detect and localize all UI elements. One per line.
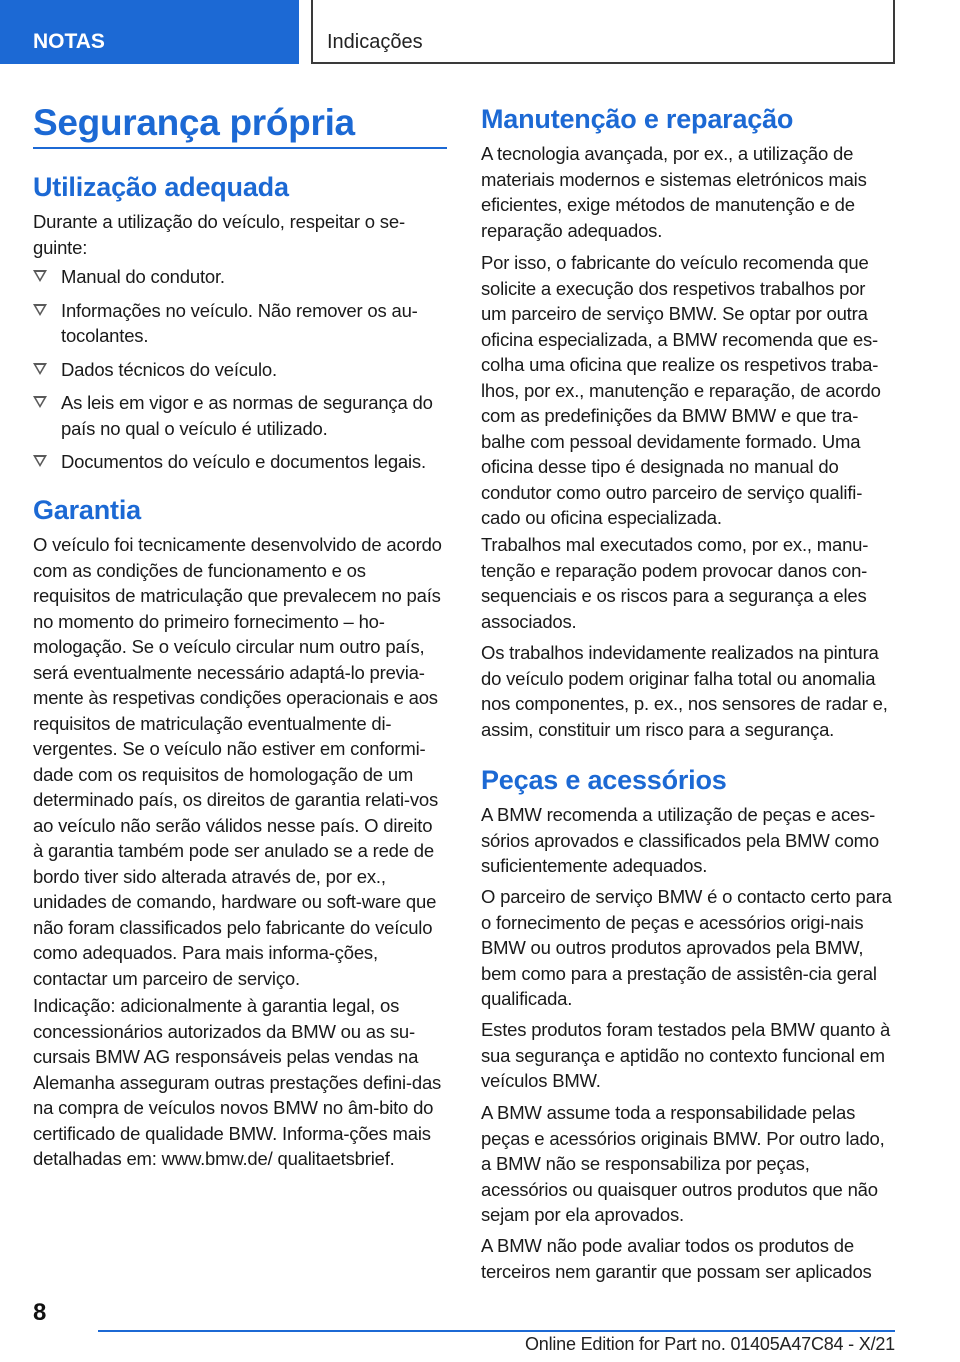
- manutencao-paragraph-4: Os trabalhos indevidamente realizados na pintura do veículo podem originar falha total ou anomalia nos componentes, p. ex., nos sensores de radar e, assim, constituir um risco para a segurança.: [481, 642, 888, 740]
- triangle-bullet-icon: [33, 396, 47, 408]
- header-topic-tab: Indicações: [311, 0, 895, 64]
- manutencao-paragraph-1: A tecnologia avançada, por ex., a utilização de materiais modernos e sistemas eletrónicos mais eficientes, exige métodos de manutenção e de reparação adequados.: [481, 143, 867, 241]
- pecas-paragraph-4: A BMW assume toda a responsabilidade pelas peças e acessórios originais BMW. Por outro lado, a BMW não se responsabiliza por peças, acessórios ou quaisquer outros produtos que não sejam por ela aprovados.: [481, 1102, 885, 1225]
- garantia-paragraph-2: Indicação: adicionalmente à garantia legal, os concessionários autorizados da BMW ou as su-cursais BMW AG responsáveis pelas vendas na Alemanha asseguram outras prestações defini-das na compra de veículos novos BMW no âm-bito do certificado de qualidade BMW. Informa-ções mais detalhadas em: www.bmw.de/ qualitaetsbrief.: [33, 995, 442, 1169]
- heading-utilizacao-adequada: Utilização adequada: [33, 172, 289, 202]
- pecas-paragraph-1: A BMW recomenda a utilização de peças e aces-sórios aprovados e classificados pela BMW como suficientemente adequados.: [481, 804, 879, 876]
- footer-edition: Online Edition for Part no. 01405A47C84 - X/21: [524, 1334, 895, 1354]
- list-item: Manual do condutor.: [33, 264, 447, 290]
- garantia-paragraph-1: O veículo foi tecnicamente desenvolvido de acordo com as condições de funcionamento e os requisitos de matriculação que prevalecem no país no momento do primeiro fornecimento – ho-mologação. Se o veículo circular num outro país, será eventualmente necessário adaptá-lo previa-mente às respetivas condições operacionais e aos requisitos de matriculação eventualmente di-vergentes. Se o veículo não estiver em conformi-dade com os requisitos de homologação de um determinado país, os direitos de garantia relati-vos ao veículo não serão válidos nesse país. O direito à garantia também pode ser anulado se a rede de bordo tiver sido alterada através de, por ex., unidades de comando, hardware ou soft-ware que não foram classificados pelo fabricante do veículo como adequados. Para mais informa-ções, contactar um parceiro de serviço.: [33, 534, 442, 989]
- page-number: 8: [33, 1299, 47, 1326]
- requirements-list: [33, 264, 447, 475]
- footer-rule: [98, 1330, 895, 1332]
- triangle-bullet-icon: [33, 455, 47, 467]
- title-rule: [33, 147, 447, 149]
- pecas-paragraph-5: A BMW não pode avaliar todos os produtos de terceiros nem garantir que possam ser aplicados: [481, 1235, 872, 1282]
- triangle-bullet-icon: [33, 304, 47, 316]
- triangle-bullet-icon: [33, 270, 47, 282]
- heading-manutencao-reparacao: Manutenção e reparação: [481, 104, 794, 134]
- list-item: Informações no veículo. Não remover os au-tocolantes.: [33, 298, 447, 349]
- utilizacao-intro: Durante a utilização do veículo, respeitar o se-guinte:: [33, 211, 405, 258]
- pecas-paragraph-2: O parceiro de serviço BMW é o contacto certo para o fornecimento de peças e acessórios origi-nais BMW ou outros produtos aprovados pela BMW, bem como para a prestação de assistên-cia geral qualificada.: [481, 886, 892, 1009]
- page-title: Segurança própria: [33, 102, 355, 143]
- manutencao-paragraph-3: Trabalhos mal executados como, por ex., manu-tenção e reparação podem provocar danos con-sequenciais e os riscos para a segurança a eles associados.: [481, 534, 869, 632]
- manutencao-paragraph-2: Por isso, o fabricante do veículo recomenda que solicite a execução dos respetivos trabalhos por um parceiro de serviço BMW. Se optar por outra oficina especializada, a BMW recomenda que es-colha uma oficina que realize os respetivos traba-lhos, por ex., manutenção e reparação, de acordo com as predefinições da BMW BMW e que tra-balhe com pessoal devidamente formado. Uma oficina desse tipo é designada no manual do condutor como outro parceiro de serviço qualifi-cado ou oficina especializada.: [481, 252, 881, 528]
- pecas-paragraph-3: Estes produtos foram testados pela BMW quanto à sua segurança e aptidão no contexto funcional em veículos BMW.: [481, 1019, 891, 1091]
- heading-garantia: Garantia: [33, 495, 141, 525]
- triangle-bullet-icon: [33, 363, 47, 375]
- list-item: As leis em vigor e as normas de segurança do país no qual o veículo é utilizado.: [33, 390, 447, 441]
- header-section-tab: NOTAS: [0, 0, 299, 64]
- list-item: Dados técnicos do veículo.: [33, 357, 447, 383]
- list-item: Documentos do veículo e documentos legais.: [33, 449, 447, 475]
- heading-pecas-acessorios: Peças e acessórios: [481, 765, 727, 795]
